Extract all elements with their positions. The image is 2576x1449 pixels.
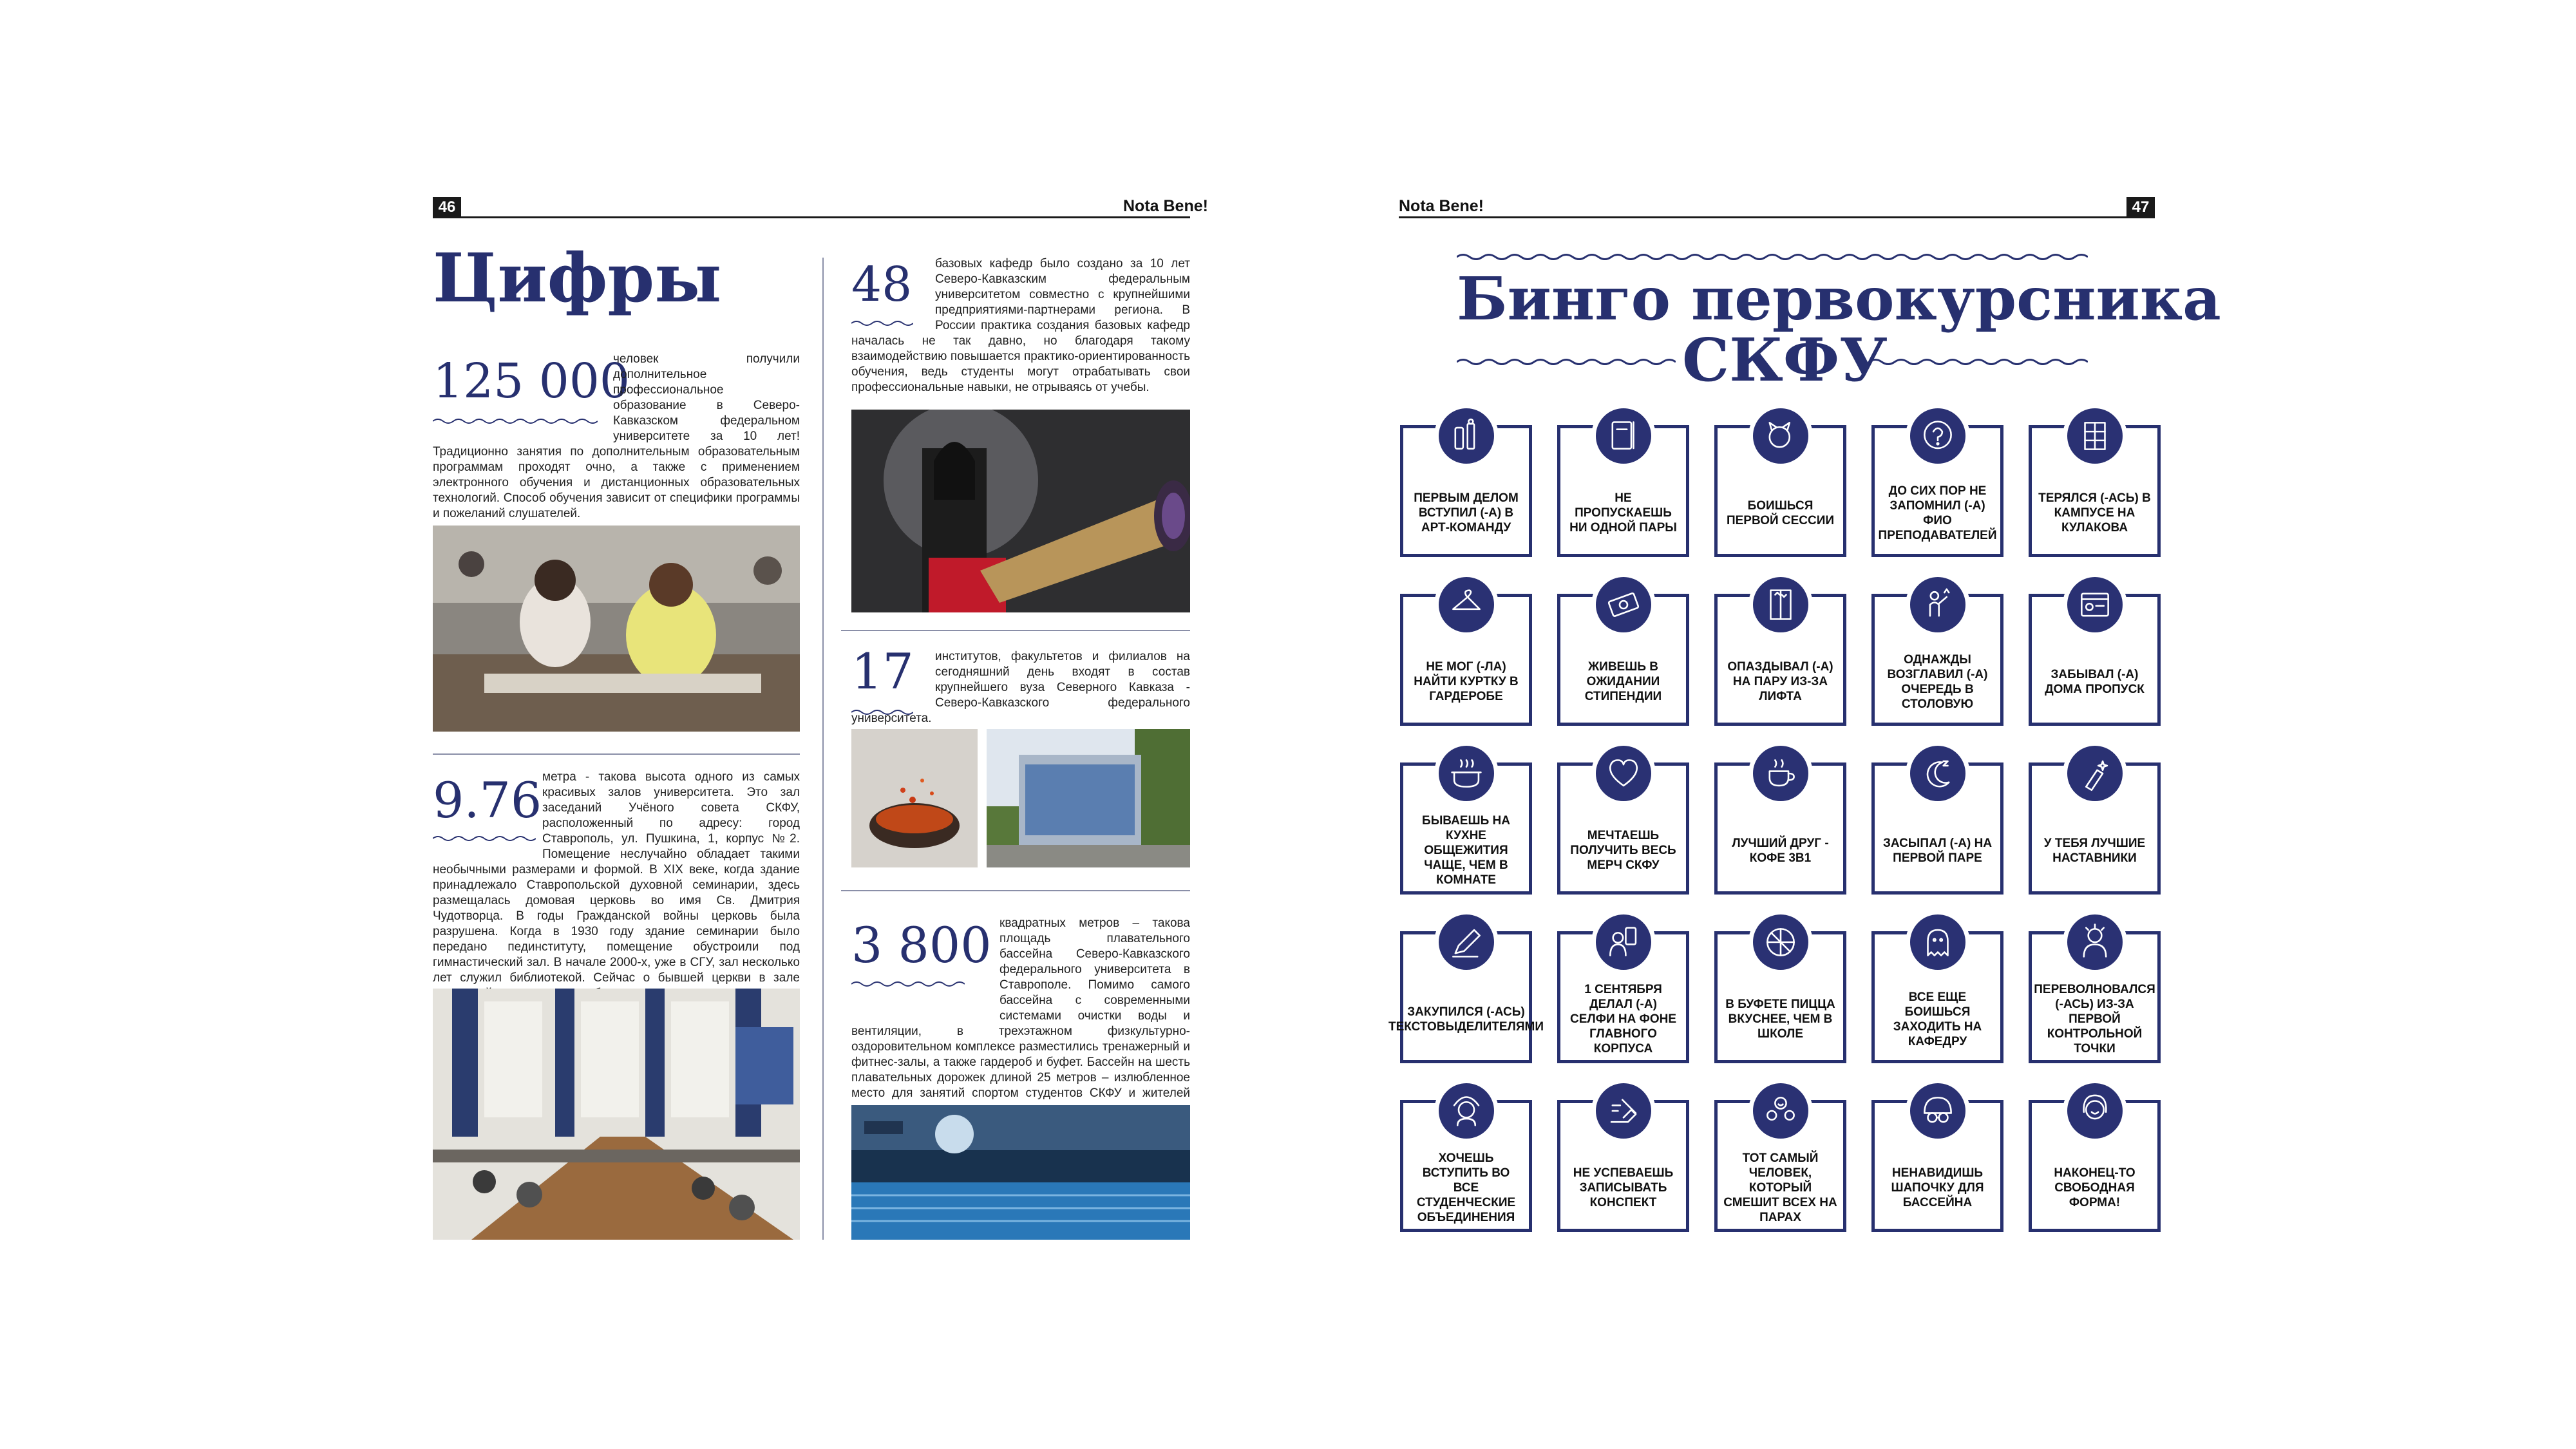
fact-number: 125 000 xyxy=(433,354,630,409)
page-title: Цифры xyxy=(433,238,722,317)
header-rule xyxy=(1399,216,2155,218)
merch-heart-icon xyxy=(1591,741,1656,806)
bingo-card xyxy=(1557,1100,1689,1232)
bingo-card xyxy=(1557,425,1689,557)
bingo-card xyxy=(1400,1100,1532,1232)
bingo-card xyxy=(1557,931,1689,1063)
question-bubble-icon xyxy=(1906,404,1970,468)
sleep-moon-icon xyxy=(1906,741,1970,806)
header-rule xyxy=(433,216,1190,218)
bingo-card-label: НАКОНЕЦ-ТО СВОБОДНАЯ ФОРМА! xyxy=(2054,1166,2136,1209)
bingo-card-label: БЫВАЕШЬ НА КУХНЕ ОБЩЕЖИТИЯ ЧАЩЕ, ЧЕМ В КОМНАТЕ xyxy=(1422,814,1510,887)
fact-number: 3 800 xyxy=(851,916,992,974)
bingo-card xyxy=(1871,762,2003,895)
pizza-icon xyxy=(1748,910,1813,974)
bingo-card xyxy=(1400,762,1532,895)
fact-number: 17 xyxy=(851,643,914,700)
bingo-card xyxy=(1400,594,1532,726)
council-hall-photo xyxy=(433,989,800,1240)
bingo-card-label: В БУФЕТЕ ПИЦЦА ВКУСНЕЕ, ЧЕМ В ШКОЛЕ xyxy=(1725,998,1835,1041)
bingo-card xyxy=(1400,425,1532,557)
bingo-card-label: У ТЕБЯ ЛУЧШИЕ НАСТАВНИКИ xyxy=(2043,836,2146,865)
bingo-card xyxy=(1871,931,2003,1063)
running-head: Nota Bene! xyxy=(1123,197,1208,215)
bingo-card-label: ЛУЧШИЙ ДРУГ - КОФЕ 3В1 xyxy=(1732,836,1829,865)
bingo-card-label: ВСЕ ЕЩЕ БОИШЬСЯ ЗАХОДИТЬ НА КАФЕДРУ xyxy=(1893,990,1982,1048)
busy-person-icon xyxy=(1434,1079,1499,1143)
fact-number: 48 xyxy=(851,257,913,312)
bingo-card-label: ТЕРЯЛСЯ (-АСЬ) В КАМПУСЕ НА КУЛАКОВА xyxy=(2038,491,2151,535)
laughing-friends-icon xyxy=(1748,1079,1813,1143)
bingo-card xyxy=(1871,1100,2003,1232)
bingo-card-label: ПЕРЕВОЛНОВАЛСЯ (-АСЬ) ИЗ-ЗА ПЕРВОЙ КОНТРОЛЬНОЙ ТОЧКИ xyxy=(2034,983,2155,1056)
mentor-stars-icon xyxy=(2063,741,2127,806)
fact-text: метра - такова высота одного из самых красивых залов университета. Это зал заседаний Учёного совета СКФУ, расположенный по адресу: город Ставрополь, ул. Пушкина, 1, корпус №2. Помещение неслучайно обладает такими необычными размерами и формой. В XIX веке, когда здание принадлежало Ставропольской духовной семинарии, здесь размещалась домовая церковь во имя Св. Дмитрия Чудотворца. В годы Гражданской войны церковь была разрушена. Когда в 1930 году здание семинарии было передано пединституту, помещение обустроили под гимнастический зал. В начале 2000-х, уже в СГУ, зал несколько лет служил библиотекой. Сейчас о бывшей церкви в зале xyxy=(433,770,800,985)
highlighter-icon xyxy=(1434,910,1499,974)
bingo-card xyxy=(2029,594,2161,726)
bingo-card-label: НЕНАВИДИШЬ ШАПОЧКУ ДЛЯ БАССЕЙНА xyxy=(1891,1166,1984,1209)
bingo-card xyxy=(2029,762,2161,895)
bingo-card-label: БОИШЬСЯ ПЕРВОЙ СЕССИИ xyxy=(1726,498,1835,527)
money-icon xyxy=(1591,573,1656,637)
fact-text: квадратных метров – такова площадь плавательного бассейна Северо-Кавказского федерального университета в Ставрополе. Помимо самого бассейна с современными системами очистки воды и вентиляции, в трехэтажном физкультурно-оздоровительном комплексе разместились тренажерный и фитнес-залы, а также гардероб и буфет. Бассейн на шесть плавательных дорожек длиной 25 метров – излюбленное место для занятий спортом студентов СКФУ и жителей xyxy=(851,916,1190,1100)
title-wave-top xyxy=(1457,252,2088,261)
bingo-card xyxy=(2029,1100,2161,1232)
fact-text: базовых кафедр было создано за 10 лет Северо-Кавказским федеральным университетом совместно с крупнейшими предприятиями-партнерами региона. В России практика создания базовых кафедр началась не так давно, но благодаря такому взаимодействию повышается практико-ориентированность обучения, ведь студенты могут отрабатывать свои профессиональные навыки, не отрываясь от учебы. xyxy=(851,257,1190,394)
notebook-pen-icon xyxy=(1591,404,1656,468)
bingo-card-label: ЗАСЫПАЛ (-А) НА ПЕРВОЙ ПАРЕ xyxy=(1882,836,1993,865)
writing-hand-icon xyxy=(1591,1079,1656,1143)
bingo-card-label: ОПАЗДЫВАЛ (-А) НА ПАРУ ИЗ-ЗА ЛИФТА xyxy=(1727,660,1833,703)
bingo-card xyxy=(1557,762,1689,895)
bingo-card-label: НЕ УСПЕВАЕШЬ ЗАПИСЫВАТЬ КОНСПЕКТ xyxy=(1573,1166,1674,1209)
section-divider xyxy=(841,890,1190,891)
bingo-card xyxy=(1714,762,1846,895)
bingo-card-label: 1 СЕНТЯБРЯ ДЕЛАЛ (-А) СЕЛФИ НА ФОНЕ ГЛАВНОГО КОРПУСА xyxy=(1570,983,1676,1056)
bingo-card-label: ЖИВЕШЬ В ОЖИДАНИИ СТИПЕНДИИ xyxy=(1584,660,1662,703)
bingo-title-line2: СКФУ xyxy=(1682,325,1888,395)
running-head: Nota Bene! xyxy=(1399,197,1484,215)
cooking-pot-icon xyxy=(1434,741,1499,806)
selfie-icon xyxy=(1591,910,1656,974)
bingo-card xyxy=(1714,1100,1846,1232)
bingo-card xyxy=(1714,931,1846,1063)
bingo-card-label: НЕ МОГ (-ЛА) НАЙТИ КУРТКУ В ГАРДЕРОБЕ xyxy=(1414,660,1519,703)
scared-cat-icon xyxy=(1748,404,1813,468)
happy-girl-icon xyxy=(2063,1079,2127,1143)
bingo-card xyxy=(1557,594,1689,726)
page-number: 46 xyxy=(433,197,461,218)
fact-number: 9.76 xyxy=(433,772,542,829)
bingo-title-line1: Бинго первокурсника xyxy=(1457,264,2221,334)
art-supplies-icon xyxy=(1434,404,1499,468)
title-wave-right xyxy=(1869,357,2088,366)
bingo-card-label: ОДНАЖДЫ ВОЗГЛАВИЛ (-А) ОЧЕРЕДЬ В СТОЛОВУЮ xyxy=(1887,652,1988,711)
classroom-photo xyxy=(433,526,800,732)
bingo-card xyxy=(1871,425,2003,557)
bingo-card xyxy=(1714,425,1846,557)
section-divider xyxy=(841,630,1190,631)
bingo-card-label: ХОЧЕШЬ ВСТУПИТЬ ВО ВСЕ СТУДЕНЧЕСКИЕ ОБЪЕДИНЕНИЯ xyxy=(1416,1151,1516,1224)
bingo-card xyxy=(2029,931,2161,1063)
bingo-card-label: ПЕРВЫМ ДЕЛОМ ВСТУПИЛ (-А) В АРТ-КОМАНДУ xyxy=(1414,491,1519,535)
coffee-cup-icon xyxy=(1748,741,1813,806)
title-wave-left xyxy=(1457,357,1676,366)
fact-text: человек получили дополнительное профессиональное образование в Северо-Кавказском федеральном университете за 10 лет! Традиционно занятия по дополнительным образовательным программам проходят очно, а также с применением электронного обучения и дистанционных образовательных технологий. Способ обучения зависит от специфики программы и пожеланий слушателей. xyxy=(433,352,800,520)
university-building-photo xyxy=(987,729,1190,867)
swim-cap-icon xyxy=(1906,1079,1970,1143)
column-divider xyxy=(822,258,824,1240)
hanger-icon xyxy=(1434,573,1499,637)
section-divider xyxy=(433,753,800,755)
elevator-icon xyxy=(1748,573,1813,637)
id-card-icon xyxy=(2063,573,2127,637)
bingo-card-label: МЕЧТАЕШЬ ПОЛУЧИТЬ ВЕСЬ МЕРЧ СКФУ xyxy=(1570,829,1676,872)
queue-leader-icon xyxy=(1906,573,1970,637)
ghost-icon xyxy=(1906,910,1970,974)
campus-map-icon xyxy=(2063,404,2127,468)
experiment-photo xyxy=(851,729,978,867)
bingo-card-label: ДО СИХ ПОР НЕ ЗАПОМНИЛ (-А) ФИО ПРЕПОДАВАТЕЛЕЙ xyxy=(1878,484,1997,542)
bingo-card-label: ТОТ САМЫЙ ЧЕЛОВЕК, КОТОРЫЙ СМЕШИТ ВСЕХ НА ПАРАХ xyxy=(1723,1151,1837,1224)
page-number: 47 xyxy=(2126,197,2155,218)
bingo-card xyxy=(1714,594,1846,726)
nervous-person-icon xyxy=(2063,910,2127,974)
bingo-card-label: ЗАБЫВАЛ (-А) ДОМА ПРОПУСК xyxy=(2045,667,2145,696)
bingo-card-label: НЕ ПРОПУСКАЕШЬ НИ ОДНОЙ ПАРЫ xyxy=(1569,491,1677,535)
bingo-card xyxy=(2029,425,2161,557)
fact-text: институтов, факультетов и филиалов на сегодняшний день входят в состав крупнейшего вуза Северного Кавказа - Северо-Кавказского федерального университета. xyxy=(851,650,1190,725)
swimming-pool-photo xyxy=(851,1105,1190,1240)
bingo-card-label: ЗАКУПИЛСЯ (-АСЬ) ТЕКСТОВЫДЕЛИТЕЛЯМИ xyxy=(1388,1005,1544,1034)
bingo-card xyxy=(1871,594,2003,726)
bingo-card xyxy=(1388,931,1544,1063)
telescope-photo xyxy=(851,410,1190,612)
